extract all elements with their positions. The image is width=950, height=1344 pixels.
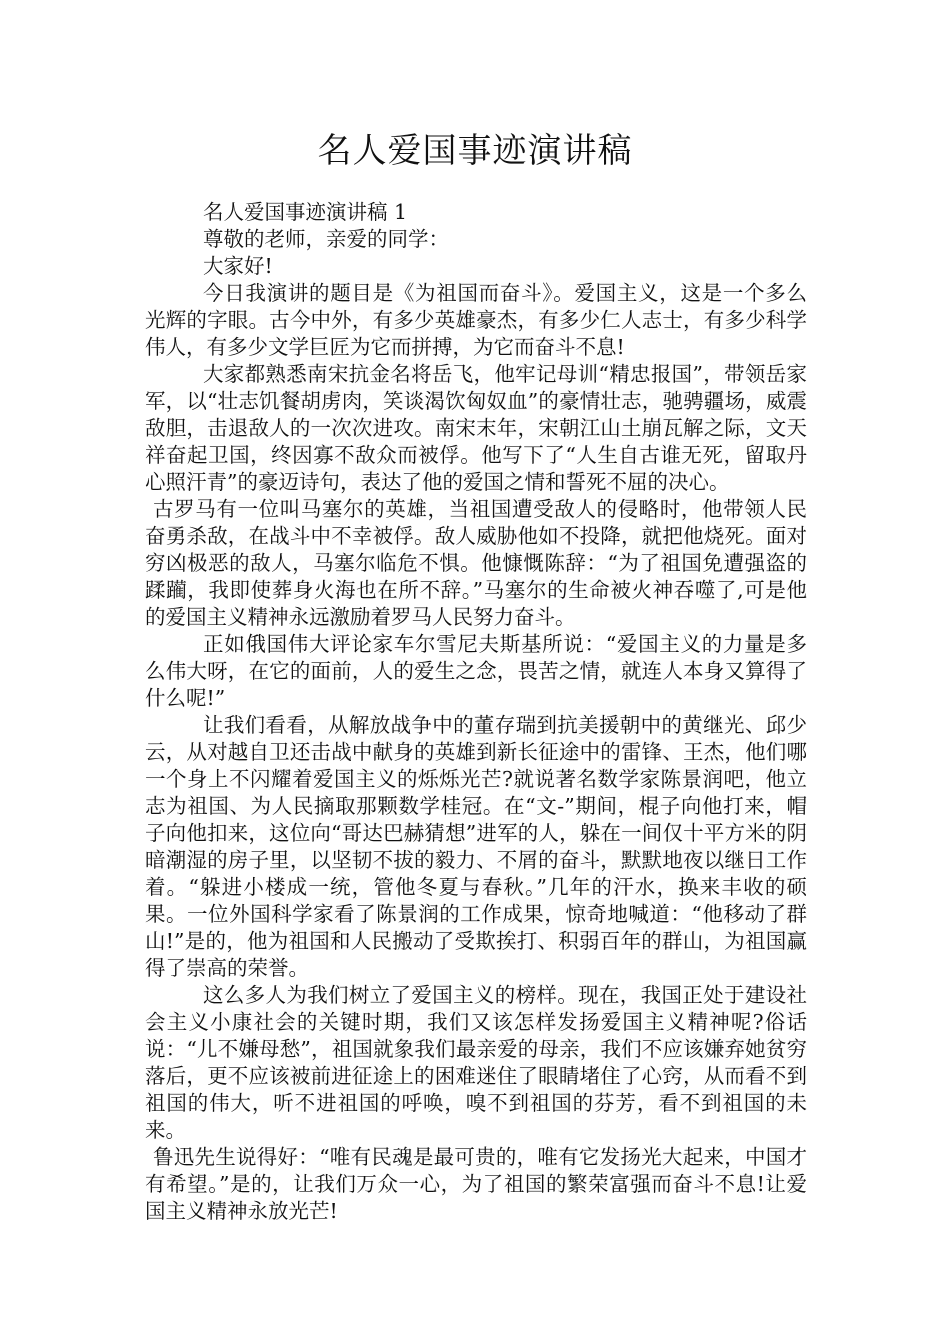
paragraph-quote: 正如俄国伟大评论家车尔雪尼夫斯基所说：“爱国主义的力量是多么伟大呀，在它的面前，人的爱生之念，畏苦之情，就连人本身又算得了什么呢!” [145, 632, 807, 710]
document-title: 名人爱国事迹演讲稿 [317, 131, 633, 171]
document-body [145, 199, 807, 1225]
paragraph-marcel: 古罗马有一位叫马塞尔的英雄，当祖国遭受敌人的侵略时，他带领人民奋勇杀敌，在战斗中不幸被俘。敌人威胁他如不投降，就把他烧死。面对穷凶极恶的敌人，马塞尔临危不惧。他慷慨陈辞：“为了祖国免遭强盗的蹂躏，我即使葬身火海也在所不辞。”马塞尔的生命被火神吞噬了,可是他的爱国主义精神永远激励着罗马人民努力奋斗。 [145, 497, 807, 629]
speech-subtitle: 名人爱国事迹演讲稿 1 [203, 200, 408, 224]
salutation: 尊敬的老师，亲爱的同学： [203, 227, 449, 251]
paragraph-yuefei: 大家都熟悉南宋抗金名将岳飞，他牢记母训“精忠报国”，带领岳家军，以“壮志饥餐胡虏肉，笑谈渴饮匈奴血”的豪情壮志，驰骋疆场，威震敌胆，击退敌人的一次次进攻。南宋末年，宋朝江山土崩瓦解之际，文天祥奋起卫国，终因寡不敌众而被俘。他写下了“人生自古谁无死，留取丹心照汗青”的豪迈诗句，表达了他的爱国之情和誓死不屈的决心。 [145, 362, 807, 494]
paragraph-luxun: 鲁迅先生说得好：“唯有民魂是最可贵的，唯有它发扬光大起来，中国才有希望。”是的，让我们万众一心，为了祖国的繁荣富强而奋斗不息!让爱国主义精神永放光芒! [145, 1145, 807, 1223]
paragraph-heroes: 让我们看看，从解放战争中的董存瑞到抗美援朝中的黄继光、邱少云，从对越自卫还击战中献身的英雄到新长征途中的雷锋、王杰，他们哪一个身上不闪耀着爱国主义的烁烁光芒?就说著名数学家陈景润吧，他立志为祖国、为人民摘取那颗数学桂冠。在“文-”期间，棍子向他打来，帽子向他扣来，这位向“哥达巴赫猜想”进军的人，躲在一间仅十平方米的阴暗潮湿的房子里，以坚韧不拔的毅力、不屑的奋斗，默默地夜以继日工作着。“躲进小楼成一统，管他冬夏与春秋。”几年的汗水，换来丰收的硕果。一位外国科学家看了陈景润的工作成果，惊奇地喊道：“他移动了群山!”是的，他为祖国和人民搬动了受欺挨打、积弱百年的群山，为祖国赢得了崇高的荣誉。 [145, 713, 807, 980]
paragraph-topic: 今日我演讲的题目是《为祖国而奋斗》。爱国主义，这是一个多么光辉的字眼。古今中外，有多少英雄豪杰，有多少仁人志士，有多少科学伟人，有多少文学巨匠为它而拼搏，为它而奋斗不息! [145, 281, 807, 359]
greeting: 大家好! [203, 254, 273, 278]
paragraph-examples: 这么多人为我们树立了爱国主义的榜样。现在，我国正处于建设社会主义小康社会的关键时期，我们又该怎样发扬爱国主义精神呢?俗话说：“儿不嫌母愁”，祖国就象我们最亲爱的母亲，我们不应该嫌弃她贫穷落后，更不应该被前进征途上的困难迷住了眼睛堵住了心窍，从而看不到祖国的伟大，听不进祖国的呼唤，嗅不到祖国的芬芳，看不到祖国的未来。 [145, 983, 807, 1142]
